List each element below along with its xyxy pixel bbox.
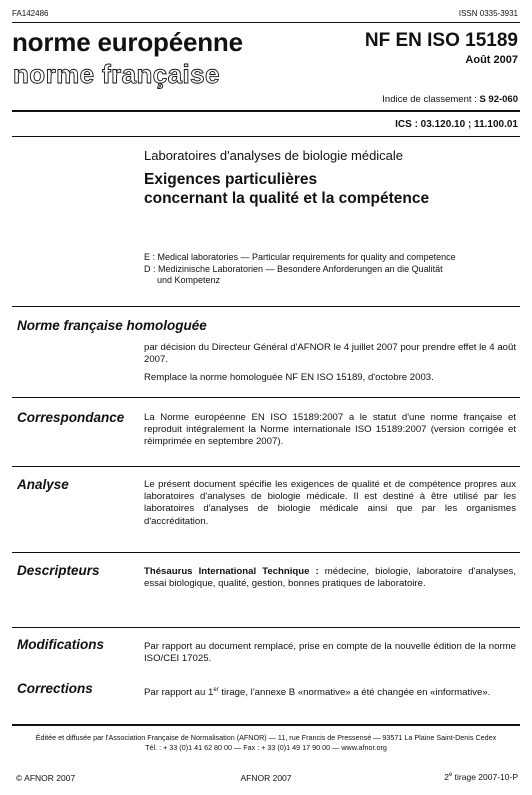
classification-value: S 92-060: [479, 94, 518, 105]
printing-text: tirage 2007-10-P: [452, 772, 518, 782]
correspondance-rule: [12, 466, 520, 467]
standard-number: NF EN ISO 15189: [364, 30, 518, 51]
title-norme-europeenne: norme européenne: [12, 27, 243, 57]
top-rule: [12, 22, 520, 23]
header-rule: [12, 110, 520, 112]
classification-label: Indice de classement :: [382, 94, 480, 105]
document-id: FA142486: [12, 9, 49, 18]
descripteurs-text: [144, 566, 516, 590]
document-title: [144, 170, 429, 208]
descripteurs-rule: [12, 627, 520, 628]
title-translations: [144, 252, 456, 287]
subject-domain: Laboratoires d'analyses de biologie médicale: [144, 148, 404, 163]
publisher-contact: Tél. : + 33 (0)1 41 62 80 00 — Fax : + 33 (0)1 49 17 90 00 — www.afnor.org: [145, 743, 387, 752]
printing-superscript: e: [448, 772, 453, 779]
corrections-superscript: er: [213, 687, 219, 693]
heading-homologation: Norme française homologuée: [17, 318, 207, 333]
corrections-text-end: tirage, l'annexe B «normative» a été changée en «informative».: [218, 687, 491, 699]
homologation-replacement: Remplace la norme homologuée NF EN ISO 15189, d'octobre 2003.: [144, 372, 434, 383]
subject-rule: [12, 306, 520, 307]
title-norme-francaise: norme française: [13, 59, 220, 89]
footer-center: AFNOR 2007: [240, 773, 292, 783]
publisher-address: Éditée et diffusée par l'Association Française de Normalisation (AFNOR) — 11, rue Francis de Pressensé — 93571 La Plaine Saint-Denis Cedex: [35, 733, 497, 742]
printing-info: [444, 772, 518, 782]
corrections-text: [144, 684, 516, 699]
heading-descripteurs: Descripteurs: [17, 563, 100, 578]
translation-german-line2: und Kompetenz: [157, 275, 221, 285]
publisher-info: [12, 733, 520, 753]
publication-date: Août 2007: [465, 54, 518, 66]
descripteurs-label: Thésaurus International Technique :: [144, 566, 319, 577]
document-title-line1: Exigences particulières: [144, 171, 318, 188]
issn: ISSN 0335-3931: [458, 9, 518, 18]
document-title-line2: concernant la qualité et la compétence: [144, 190, 430, 207]
translation-german-line1: D : Medizinische Laboratorien — Besondere Anforderungen an die Qualität: [144, 263, 443, 274]
homologation-rule: [12, 397, 520, 398]
footer-rule: [12, 724, 520, 726]
correspondance-text: La Norme européenne EN ISO 15189:2007 a le statut d'une norme française et reproduit intégralement la Norme internationale ISO 15189:2007 (version corrigée et réimprimée en septembre 2007).: [144, 412, 516, 448]
printing-number: 2: [444, 772, 449, 782]
heading-analyse: Analyse: [17, 477, 69, 492]
copyright: © AFNOR 2007: [16, 773, 76, 783]
descripteurs-keywords: médecine, biologie, laboratoire d'analyses, essai biologique, qualité, gestion, bonnes pratiques de laboratoire.: [144, 566, 516, 590]
analyse-rule: [12, 552, 520, 553]
heading-corrections: Corrections: [17, 681, 93, 696]
heading-modifications: Modifications: [17, 637, 104, 652]
ics-rule: [12, 136, 520, 137]
analyse-text: Le présent document spécifie les exigences de qualité et de compétence propres aux laboratoires d'analyses de biologie médicale. Il est destiné à être utilisé par les laboratoires d'analyses de biologie médicale ainsi que par les organismes d'accréditation.: [144, 479, 516, 527]
ics-codes: ICS : 03.120.10 ; 11.100.01: [395, 119, 518, 130]
corrections-text-start: Par rapport au 1: [144, 687, 214, 699]
translation-english: E : Medical laboratories — Particular requirements for quality and competence: [144, 252, 456, 262]
homologation-decision: par décision du Directeur Général d'AFNOR le 4 juillet 2007 pour prendre effet le 4 août 2007.: [144, 342, 516, 366]
classification-index: [382, 94, 518, 106]
heading-correspondance: Correspondance: [17, 410, 125, 425]
modifications-text: Par rapport au document remplacé, prise en compte de la nouvelle édition de la norme ISO/CEI 17025.: [144, 641, 516, 665]
